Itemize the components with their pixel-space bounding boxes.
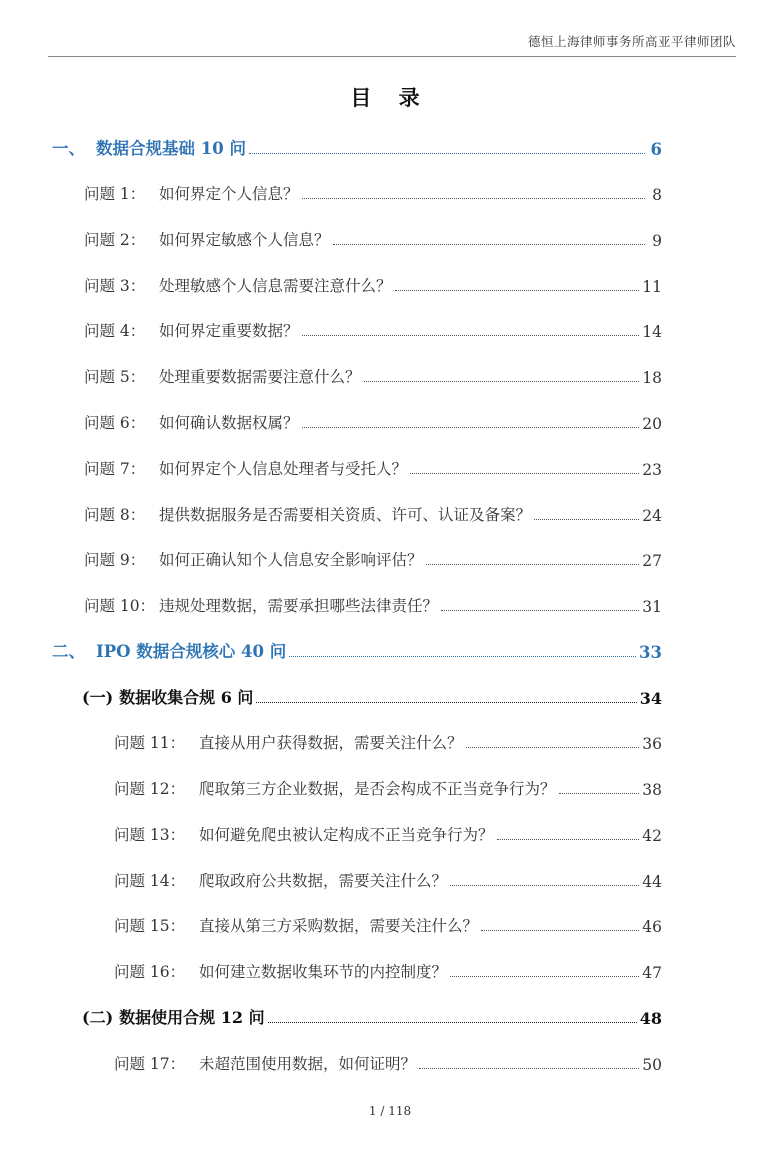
toc-item[interactable]: 问题 2： 如何界定敏感个人信息？ 9 — [84, 231, 662, 250]
toc-subsection-1[interactable]: (一) 数据收集合规 6 问 34 — [82, 688, 662, 708]
dot-leader — [441, 610, 639, 611]
dot-leader — [426, 564, 640, 565]
dot-leader — [364, 381, 640, 382]
dot-leader — [333, 244, 645, 245]
toc-item[interactable]: 问题 5： 处理重要数据需要注意什么？ 18 — [84, 368, 662, 387]
dot-leader — [450, 885, 639, 886]
toc-section-2[interactable]: 二、 IPO 数据合规核心 40 问 33 — [52, 642, 662, 662]
running-header: 德恒上海律师事务所高亚平律师团队 — [527, 34, 736, 49]
toc-subsection-2[interactable]: (二) 数据使用合规 12 问 48 — [82, 1008, 662, 1028]
dot-leader — [268, 1022, 637, 1023]
dot-leader — [481, 930, 639, 931]
toc-item[interactable]: 问题 8： 提供数据服务是否需要相关资质、许可、认证及备案？ 24 — [84, 506, 662, 525]
dot-leader — [302, 198, 645, 199]
dot-leader — [302, 427, 640, 428]
toc-item[interactable]: 问题 10： 违规处理数据，需要承担哪些法律责任？ 31 — [84, 597, 662, 616]
page-number: 1 / 118 — [368, 1104, 412, 1118]
toc-item[interactable]: 问题 13： 如何避免爬虫被认定构成不正当竞争行为？ 42 — [114, 826, 662, 845]
toc-item[interactable]: 问题 17： 未超范围使用数据，如何证明？ 50 — [114, 1055, 662, 1074]
dot-leader — [534, 519, 639, 520]
dot-leader — [410, 473, 639, 474]
toc-item[interactable]: 问题 1： 如何界定个人信息？ 8 — [84, 185, 662, 204]
toc-item[interactable]: 问题 14： 爬取政府公共数据，需要关注什么？ 44 — [114, 872, 662, 891]
toc-item[interactable]: 问题 11： 直接从用户获得数据，需要关注什么？ 36 — [114, 734, 662, 753]
toc-item[interactable]: 问题 6： 如何确认数据权属？ 20 — [84, 414, 662, 433]
toc-item[interactable]: 问题 4： 如何界定重要数据？ 14 — [84, 322, 662, 341]
toc-item[interactable]: 问题 12： 爬取第三方企业数据，是否会构成不正当竞争行为？ 38 — [114, 780, 662, 799]
dot-leader — [419, 1068, 639, 1069]
dot-leader — [466, 747, 640, 748]
dot-leader — [395, 290, 640, 291]
toc-title: 目 录 — [350, 85, 430, 110]
dot-leader — [256, 702, 636, 703]
dot-leader — [497, 839, 640, 840]
dot-leader — [450, 976, 639, 977]
toc-section-1[interactable]: 一、 数据合规基础 10 问 6 — [52, 139, 662, 159]
dot-leader — [302, 335, 640, 336]
toc-item[interactable]: 问题 16： 如何建立数据收集环节的内控制度？ 47 — [114, 963, 662, 982]
toc-item[interactable]: 问题 7： 如何界定个人信息处理者与受托人？ 23 — [84, 460, 662, 479]
toc-item[interactable]: 问题 3： 处理敏感个人信息需要注意什么？ 11 — [84, 277, 662, 296]
dot-leader — [289, 656, 636, 657]
toc-item[interactable]: 问题 9： 如何正确认知个人信息安全影响评估？ 27 — [84, 551, 662, 570]
dot-leader — [249, 153, 645, 154]
toc-item[interactable]: 问题 15： 直接从第三方采购数据，需要关注什么？ 46 — [114, 917, 662, 936]
dot-leader — [559, 793, 640, 794]
